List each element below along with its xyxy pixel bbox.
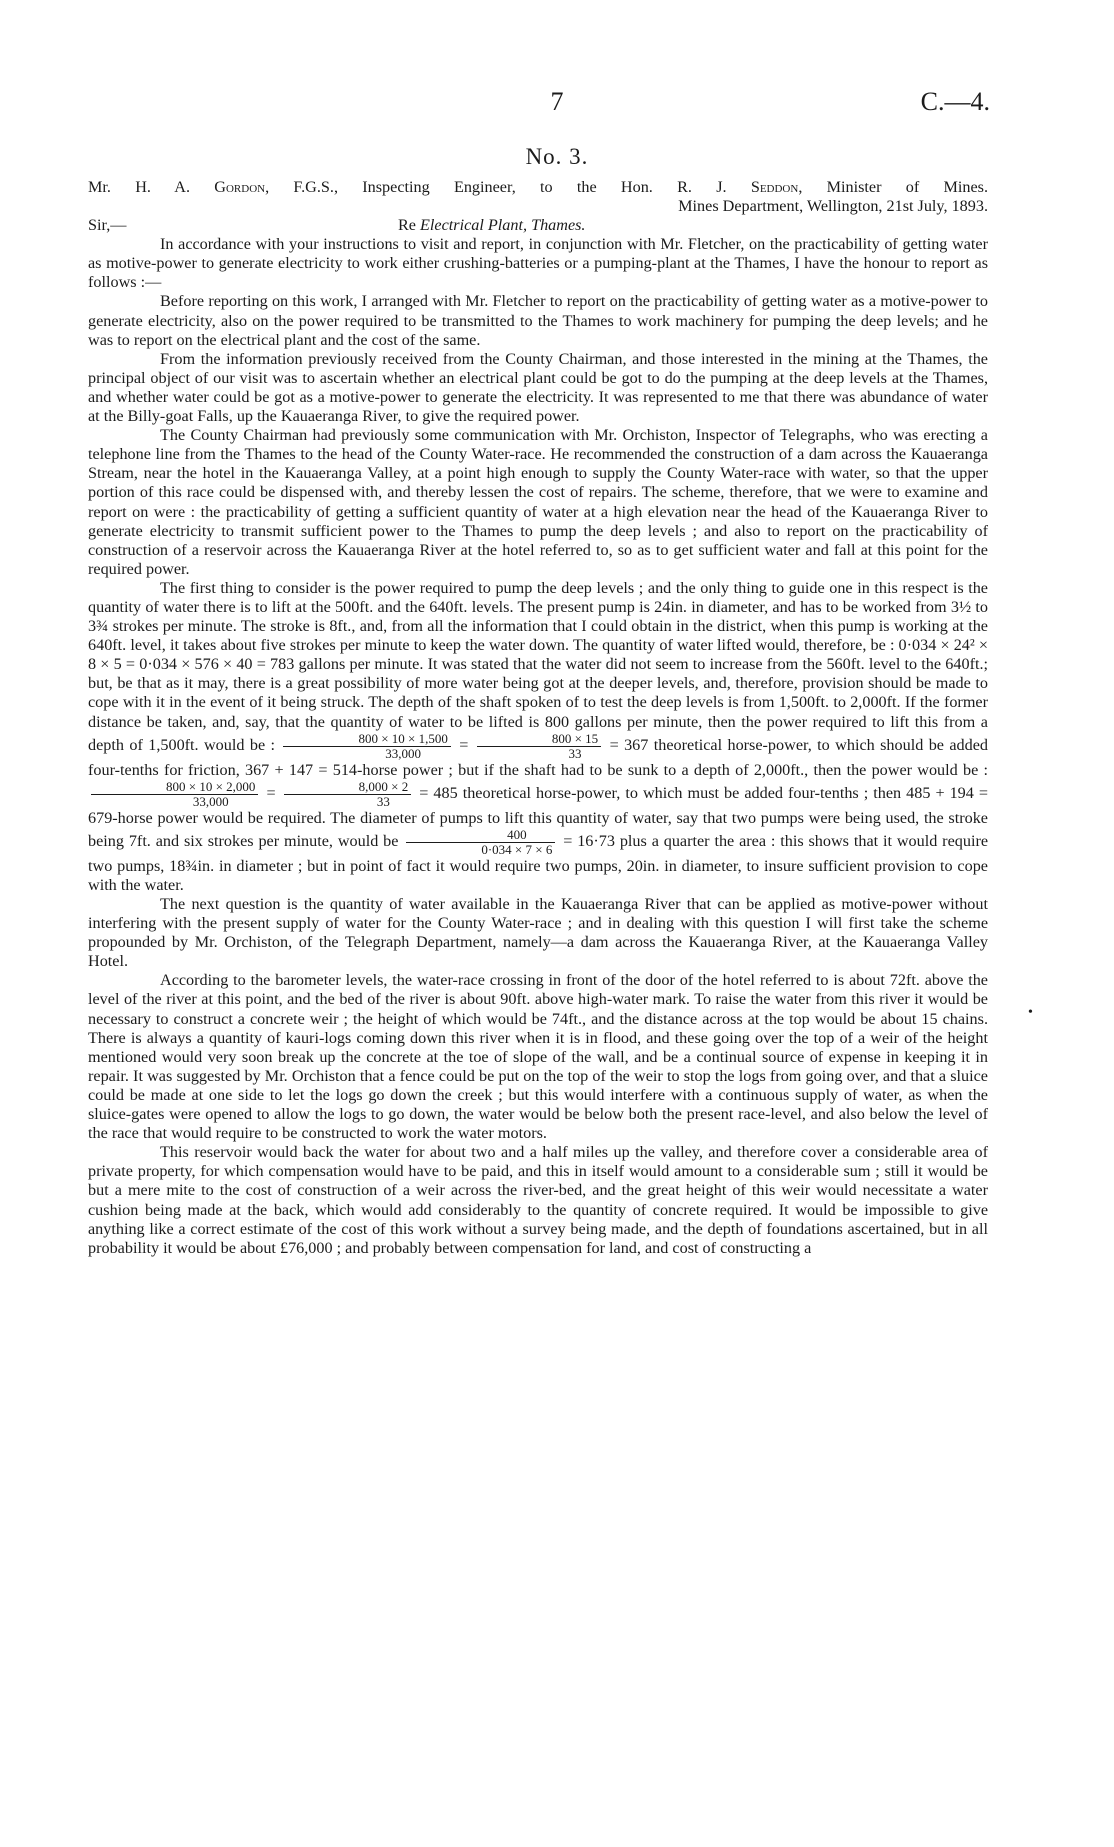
paragraph-8: This reservoir would back the water for about two and a half miles up the valley, and therefore cover a considerable area of private property, for which compensation would have to be paid, and this in itself would amount to a considerable sum ; still it would be but a mere mite to the cost of construction of a weir across the river-bed, and the great height of this weir would necessitate a water cushion being made at the back, which would add considerably to the quantity of concrete required. It would be impossible to give anything like a correct estimate of the cost of this work without a survey being made, and the depth of foundations ascertained, but in all probability it would be about £76,000 ; and probably between compensation for land, and cost of constructing a: [88, 1143, 988, 1257]
formula-3-equals: =: [266, 783, 276, 802]
formula-1-denominator: 33,000: [385, 745, 422, 761]
paragraph-5-part-a: The first thing to consider is the power required to pump the deep levels ; and the only thing to guide one in this respect is the quantity of water there is to lift at the 500ft. and the 640ft. levels. The present pump is 24in. in diameter, and has to be worked from 3½ to 3¾ strokes per minute. The stroke is 8ft., and, from all the information that I could obtain in the district, when this pump is working at the 640ft. level, it takes about five strokes per minute to keep the water down. The quantity of water lifted would, therefore, be : 0·034 × 24² × 8 × 5 = 0·034 × 576 × 40 = 783 gallons per minute. It was stated that the water did not seem to increase from the 560ft. level to the 640ft.; but, be that as it may, there is a great possibility of more water being got at the deeper levels, and, therefore, provision should be made to cope with it in the event of it being struck. The depth of the shaft spoken of to test the deep levels is from 1,500ft. to 2,000ft. If the former distance be taken, and, say, that the quantity of water to be lifted is 800 gallons per minute, then the power required to lift this from a depth of 1,500ft. would be :: [88, 578, 988, 754]
paragraph-2: Before reporting on this work, I arranged with Mr. Fletcher to report on the practicability of getting water as a motive-power to generate electricity, also on the power required to be transmitted to the Thames to work machinery for pumping the deep levels; and he was to report on the electrical plant and the cost of the same.: [88, 292, 988, 349]
address-line: [88, 178, 988, 197]
formula-2-result: = 367: [609, 735, 649, 754]
formula-3: [91, 780, 258, 809]
address-from-suffix: , F.G.S., Inspecting Engineer, to the Hon. R. J.: [265, 178, 751, 196]
formula-4-denominator: 33: [376, 793, 390, 809]
salutation-row: [88, 216, 988, 235]
address-to-name: Seddon: [750, 178, 799, 196]
formula-2-numerator: 800 × 15: [477, 732, 601, 747]
formula-1-equals: =: [459, 735, 469, 754]
address-to-suffix: , Minister of Mines.: [798, 178, 988, 196]
formula-5: [406, 828, 555, 857]
paragraph-7: According to the barometer levels, the water-race crossing in front of the door of the hotel referred to is about 72ft. above the level of the river at this point, and the bed of the river is about 90ft. above high-water mark. To raise the water from this river it would be necessary to construct a concrete weir ; the height of which would be 74ft., and the distance across at the top would be about 15 chains. There is always a quantity of kauri-logs coming down this river when it is in flood, and these going over the top of a weir of the height mentioned would very soon break up the concrete at the toe of slope of the wall, and be a continual source of expense in keeping it in repair. It was suggested by Mr. Orchiston that a fence could be put on the top of the weir to stop the logs from going over, and that a sluice could be made at one side to let the logs go down the creek ; but this would interfere with a continuous supply of water, as when the sluice-gates were opened to allow the logs to go down, the water would be below both the present race-level, and also below the level of the race that would require to be constructed to work the water motors.: [88, 971, 988, 1143]
formula-5-numerator: 400: [406, 828, 555, 843]
paragraph-3: From the information previously received from the County Chairman, and those interested in the mining at the Thames, the principal object of our visit was to ascertain whether an electrical plant could be got to do the pumping at the deep levels at the Thames, and whether water could be got as a motive-power to generate the electricity. It was represented to me that there was abundance of water at the Billy-goat Falls, up the Kauaeranga River, to give the required power.: [88, 349, 988, 426]
formula-3-numerator: 800 × 10 × 2,000: [91, 780, 258, 795]
formula-1-numerator: 800 × 10 × 1,500: [283, 732, 450, 747]
letter-body: [88, 178, 988, 1258]
subject-line: [398, 216, 585, 235]
series-reference: C.—4.: [920, 87, 990, 116]
subject-title: Electrical Plant, Thames.: [420, 216, 586, 235]
formula-5-denominator: 0·034 × 7 × 6: [481, 841, 553, 857]
address-from-name: Gordon: [214, 178, 266, 196]
paragraph-5-part-c: = 485 theoretical horse-power, to which must be added four-tenths ; then 485 + 194 = 679-horse power would be required. The diameter of pumps to lift this quantity of water, say that two pumps were being used, the stroke being 7ft. and six strokes per minute, would be: [88, 783, 989, 851]
dateline: Mines Department, Wellington, 21st July, 1893.: [678, 197, 988, 216]
stray-mark: •: [1028, 1005, 1033, 1020]
paragraph-5-part-d: = 16·73 plus a quarter the area : this shows that it would require two pumps, 18¾in. in diameter ; but in point of fact it would require two pumps, 20in. in diameter, to insure sufficient provision to cope with the water.: [88, 832, 989, 894]
subject-prefix: Re: [398, 216, 421, 235]
paragraph-5: [88, 579, 988, 895]
paragraph-4: The County Chairman had previously some communication with Mr. Orchiston, Inspector of Telegraphs, who was erecting a telephone line from the Thames to the head of the County Water-race. He recommended the construction of a dam across the Kauaeranga Stream, near the hotel in the Kauaeranga Valley, at a point high enough to supply the County Water-race with water, so that the upper portion of this race could be dispensed with, and thereby lessen the cost of repairs. The scheme, therefore, that we were to examine and report on were : the practicability of getting a sufficient quantity of water at a high elevation near the head of the Kauaeranga River to generate electricity to transmit sufficient power to the Thames to pump the deep levels ; and also to report on the practicability of construction of a reservoir across the Kauaeranga River at the hotel referred to, so as to get sufficient water and fall at this point for the required power.: [88, 426, 988, 578]
salutation: Sir,—: [88, 216, 127, 235]
formula-3-denominator: 33,000: [192, 793, 229, 809]
document-number: No. 3.: [525, 144, 589, 169]
paragraph-5-part-b: theoretical horse-power, to which should be added four-tenths for friction, 367 + 147 = 514-horse power ; but if the shaft had to be sunk to a depth of 2,000ft., then the power would be :: [88, 735, 989, 779]
formula-4: [284, 780, 412, 809]
paragraph-1: In accordance with your instructions to visit and report, in conjunction with Mr. Fletcher, on the practicability of getting water as motive-power to generate electricity to work either crushing-batteries or a pumping-plant at the Thames, I have the honour to report as follows :—: [88, 235, 988, 292]
paragraph-6: The next question is the quantity of water available in the Kauaeranga River that can be applied as motive-power without interfering with the present supply of water for the County Water-race ; and in dealing with this question I will first take the scheme propounded by Mr. Orchiston, of the Telegraph Department, namely—a dam across the Kauaeranga River, at the Kauaeranga Valley Hotel.: [88, 895, 988, 971]
formula-2: [477, 732, 601, 761]
formula-1: [283, 732, 450, 761]
formula-2-denominator: 33: [568, 745, 582, 761]
address-from-prefix: Mr. H. A.: [88, 178, 215, 196]
formula-4-numerator: 8,000 × 2: [284, 780, 412, 795]
page-number: 7: [550, 87, 564, 116]
